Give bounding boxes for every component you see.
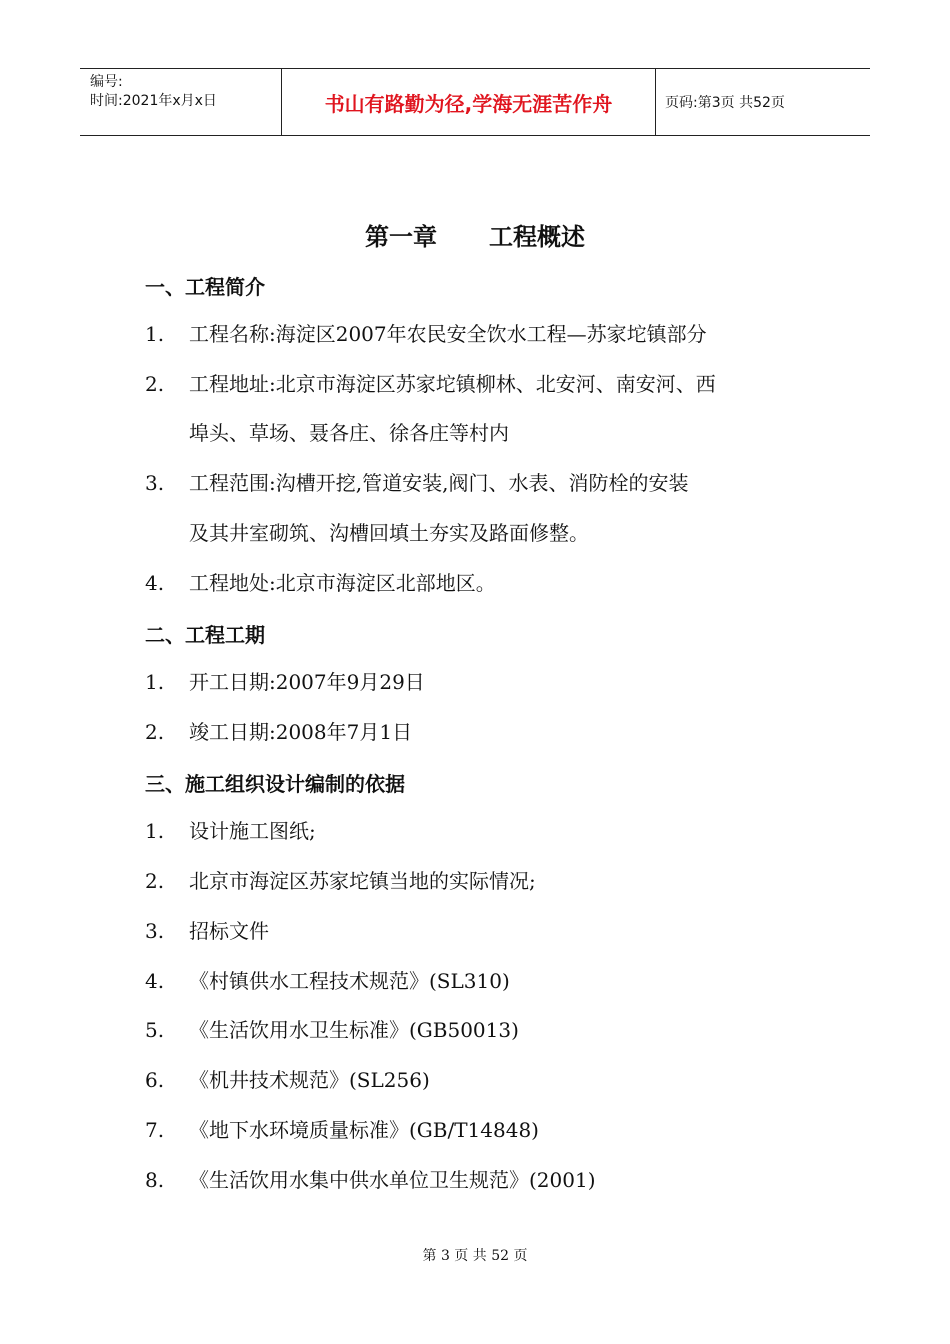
list-item: 2. 工程地址:北京市海淀区苏家坨镇柳林、北安河、南安河、西 bbox=[145, 372, 716, 396]
list-item: 2. 北京市海淀区苏家坨镇当地的实际情况; bbox=[145, 869, 536, 893]
list-item: 1. 设计施工图纸; bbox=[145, 819, 316, 843]
list-item-continuation: 埠头、草场、聂各庄、徐各庄等村内 bbox=[189, 421, 509, 445]
time-label: 时间:2021年x月x日 bbox=[90, 93, 217, 109]
list-item: 8. 《生活饮用水集中供水单位卫生规范》(2001) bbox=[145, 1168, 596, 1192]
list-item: 3. 工程范围:沟槽开挖,管道安装,阀门、水表、消防栓的安装 bbox=[145, 471, 689, 495]
list-item: 5. 《生活饮用水卫生标准》(GB50013) bbox=[145, 1018, 519, 1042]
list-item: 7. 《地下水环境质量标准》(GB/T14848) bbox=[145, 1118, 539, 1142]
section-heading-basis: 三、施工组织设计编制的依据 bbox=[145, 772, 405, 796]
list-item: 4. 《村镇供水工程技术规范》(SL310) bbox=[145, 969, 510, 993]
page-footer: 第 3 页 共 52 页 bbox=[422, 1248, 528, 1264]
list-item: 2. 竣工日期:2008年7月1日 bbox=[145, 720, 413, 744]
list-item: 1. 工程名称:海淀区2007年农民安全饮水工程—苏家坨镇部分 bbox=[145, 322, 707, 346]
list-item: 1. 开工日期:2007年9月29日 bbox=[145, 670, 425, 694]
id-label: 编号: bbox=[90, 74, 123, 90]
chapter-title: 工程概述 bbox=[489, 223, 585, 251]
header-page-info: 页码:第3页 共52页 bbox=[665, 95, 785, 111]
section-heading-schedule: 二、工程工期 bbox=[145, 623, 265, 647]
chapter-heading bbox=[0, 217, 950, 252]
section-heading-overview: 一、工程简介 bbox=[145, 275, 265, 299]
list-item-continuation: 及其井室砌筑、沟槽回填土夯实及路面修整。 bbox=[189, 521, 589, 545]
list-item: 6. 《机井技术规范》(SL256) bbox=[145, 1068, 430, 1092]
header-motto: 书山有路勤为径,学海无涯苦作舟 bbox=[282, 69, 656, 135]
list-item: 3. 招标文件 bbox=[145, 919, 269, 943]
chapter-number: 第一章 bbox=[365, 223, 437, 251]
header-meta-cell bbox=[80, 69, 282, 135]
list-item: 4. 工程地处:北京市海淀区北部地区。 bbox=[145, 571, 496, 595]
header-table bbox=[80, 68, 870, 136]
